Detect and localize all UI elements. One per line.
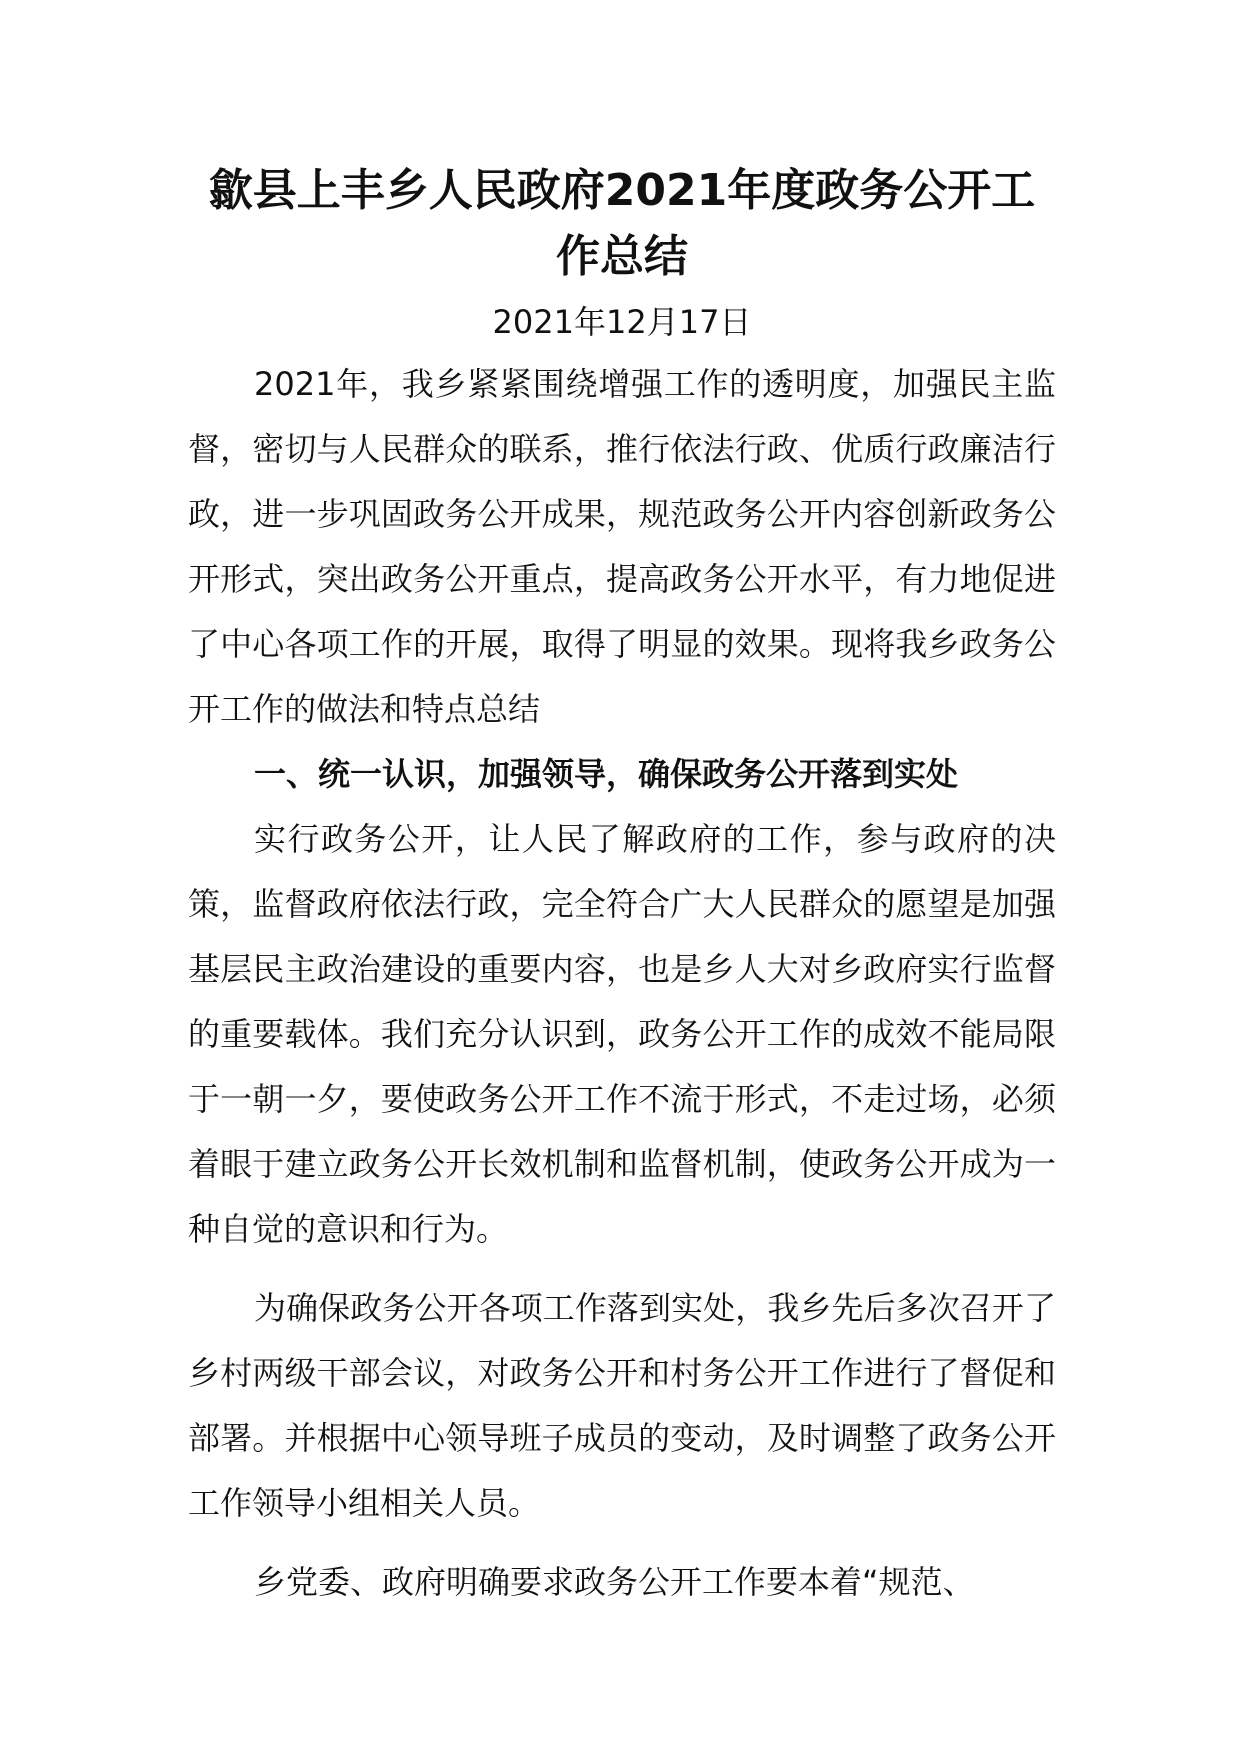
paragraph-meetings: 为确保政务公开各项工作落到实处，我乡先后多次召开了乡村两级干部会议，对政务公开和村务公开工作进行了督促和部署。并根据中心领导班子成员的变动，及时调整了政务公开工作领导小组相关人员。 bbox=[188, 1289, 1056, 1522]
section-heading-1: 一、统一认识，加强领导，确保政务公开落到实处 bbox=[254, 755, 959, 793]
document-page bbox=[188, 158, 1056, 1615]
paragraph-requirements: 乡党委、政府明确要求政务公开工作要本着“规范、 bbox=[254, 1563, 975, 1601]
paragraph-section-1-body: 实行政务公开，让人民了解政府的工作，参与政府的决策，监督政府依法行政，完全符合广大人民群众的愿望是加强基层民主政治建设的重要内容，也是乡人大对乡政府实行监督的重要载体。我们充分认识到，政务公开工作的成效不能局限于一朝一夕，要使政务公开工作不流于形式，不走过场，必须着眼于建立政务公开长效机制和监督机制，使政务公开成为一种自觉的意识和行为。 bbox=[188, 820, 1056, 1248]
paragraph-intro: 2021年，我乡紧紧围绕增强工作的透明度，加强民主监督，密切与人民群众的联系，推行依法行政、优质行政廉洁行政，进一步巩固政务公开成果，规范政务公开内容创新政务公开形式，突出政务公开重点，提高政务公开水平，有力地促进了中心各项工作的开展，取得了明显的效果。现将我乡政务公开工作的做法和特点总结 bbox=[188, 365, 1056, 728]
document-date: 2021年12月17日 bbox=[492, 303, 752, 341]
document-title: 歙县上丰乡人民政府2021年度政务公开工作总结 bbox=[208, 165, 1036, 282]
